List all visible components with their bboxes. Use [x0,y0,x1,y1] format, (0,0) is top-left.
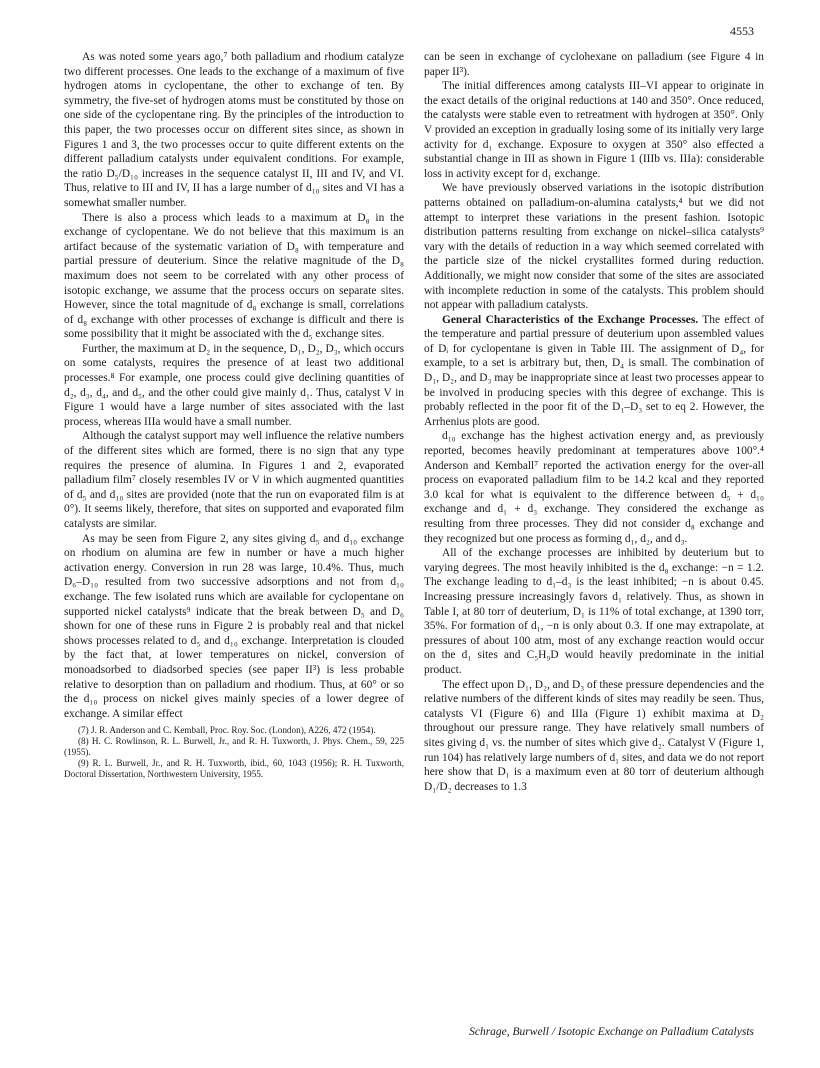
paragraph: We have previously observed variations in the isotopic distribution patterns obtained on palladium-on-alumina catalysts,⁴ but we did not attempt to interpret these variations in the present fashion. Isotopic distribution patterns resulting from exchange on nickel–silica catalysts⁹ vary with the details of reduction in a way which seemed correlated with the particle size of the nickel crystallites formed during reduction. Additionally, we might now consider that some of the sites are associated with incomplete reduction in some of the catalysts. This problem should not appear with palladium catalysts. [424,182,764,312]
paragraph [424,313,764,430]
paragraph: As was noted some years ago,⁷ both palladium and rhodium catalyze two different processes. One leads to the exchange of a maximum of five hydrogen atoms in cyclopentane, the other to exchange of ten. By symmetry, the five-set of hydrogen atoms must be constituted by those on one side of the cyclopentane ring. By the principles of the introduction to this paper, the two processes occur on different sites since, as shown in Figures 1 and 3, the two processes occur to quite different extents on the different palladium catalysts under equivalent conditions. For example, the ratio D₅/D₁₀ increases in the sequence catalyst II, III and IV, and VI. Thus, relative to III and IV, II has a large number of d₁₀ sites and VI has a somewhat smaller number. [64,51,404,209]
paragraph: d₁₀ exchange has the highest activation energy and, as previously reported, becomes heavily predominant at temperatures above 100°.⁴ Anderson and Kemball⁷ reported the activation energy for the over-all process on evaporated palladium film to be 14.2 kcal and they reported 3.0 kcal for what is equivalent to the difference between d₅ + d₁₀ exchange and d₁ + d₃ exchange. They considered the exchange as resulting from three processes. They did not consider d₈ exchange and they recognized but one process as forming d₁, d₂, and d₃. [424,430,764,545]
paragraph: Further, the maximum at D₂ in the sequence, D₁, D₂, D₃, which occurs on some catalysts, requires the presence of at least two additional processes.⁸ For example, one process could give declining quantities of d₂, d₃, d₄, and d₅, and the other could give mainly d₁. Thus, catalyst V in Figure 1 would have a large number of sites associated with the last process, whereas IIIa would have a small number. [64,342,404,428]
footnote: (7) J. R. Anderson and C. Kemball, Proc. Roy. Soc. (London), A226, 472 (1954). [78,725,376,736]
right-column [424,50,764,794]
paragraph: As may be seen from Figure 2, any sites giving d₅ and d₁₀ exchange on rhodium on alumina are few in number or have a much higher activation energy. Conversion in run 28 was large, 10.4%. Thus, much D₆–D₁₀ resulted from two successive adsorptions and not from d₁₀ exchange. The few isolated runs which are available for cyclopentane on supported nickel catalysts⁹ indicate that the break between D₅ and D₆ shown for one of these runs in Figure 2 is probably real and that nickel shows processes related to d₅ and d₁₀ exchange. Interpretation is clouded by the fact that, at lower temperatures on nickel, conversion of monoadsorbed to diadsorbed species (see paper II³) is less probable relative to desorption than on palladium and rhodium. Thus, at 60° or so the d₁₀ process on nickel gives mainly species of a lower degree of exchange. A similar effect [64,532,404,720]
paragraph: Although the catalyst support may well influence the relative numbers of the different sites which are formed, there is no sign that any type requires the presence of alumina. In Figures 1 and 2, evaporated palladium film⁷ closely resembles IV or V in which augmented quantities of d₅ and d₁₀ sites are provided (note that the run on evaporated film is at 0°). It seems likely, therefore, that sites on supported and evaporated film catalysts are similar. [64,430,404,530]
footnote: (8) H. C. Rowlinson, R. L. Burwell, Jr., and R. H. Tuxworth, J. Phys. Chem., 59, 225 (1955). [64,736,404,758]
running-footer: Schrage, Burwell / Isotopic Exchange on Palladium Catalysts [469,1026,754,1038]
section-heading: General Characteristics of the Exchange Processes. [442,313,699,326]
paragraph-body: The effect of the temperature and partial pressure of deuterium upon assembled values of Dᵢ for cyclopentane is given in Table III. The assignment of D₄, for example, to a set is arbitrary but, then, D₄ is small. The combination of D₁, D₂, and D₃ may be inappropriate since at least two processes appear to be involved in producing species with this degree of exchange. This is probably reflected in the poor fit of the D₁–D₃ set to eq 2. However, the Arrhenius plots are good. [424,313,764,428]
paragraph: All of the exchange processes are inhibited by deuterium but to varying degrees. The most heavily inhibited is the d₈ exchange: −n = 1.2. The exchange leading to d₁–d₃ is the least inhibited; −n is about 0.45. Increasing pressure increasingly favors d₁ relatively. Thus, as shown in Table I, at 80 torr of deuterium, D₁ is 11% of total exchange, at 1390 torr, 35%. For formation of d₁, −n is only about 0.3. If one may extrapolate, at pressures of about 100 atm, most of any exchange reaction would occur on the d₁ sites and C₅H₉D would heavily predominate in the initial product. [424,547,764,676]
footnotes [64,725,404,780]
paragraph: The effect upon D₁, D₂, and D₃ of these pressure dependencies and the relative numbers of the different kinds of sites may readily be seen. Thus, catalysts VI (Figure 6) and IIIa (Figure 1) exhibit maxima at D₂ throughout our pressure range. They have relatively small numbers of sites giving d₁ vs. the number of sites which give d₂. Catalyst V (Figure 1, run 104) has relatively large numbers of d₁ sites, and data we do not report here show that D₁ is a maximum even at 80 torr of deuterium although D₁/D₂ decreases to 1.3 [424,678,765,793]
paragraph: There is also a process which leads to a maximum at D₈ in the exchange of cyclopentane. We do not believe that this maximum is an artifact because of the systematic variation of D₈ with temperature and partial pressure of deuterium. Since the relative magnitude of the D₈ maximum does not seem to be correlated with any other process of isotopic exchange, we assume that the process occurs on separate sites. However, since the total magnitude of d₈ exchange is small, correlations of d₈ exchange with other processes of exchange is difficult and there is some possibility that it might be associated with the d₅ exchange sites. [64,211,404,341]
page-number: 4553 [730,24,754,38]
paragraph: can be seen in exchange of cyclohexane on palladium (see Figure 4 in paper II³). [424,51,764,78]
paragraph: The initial differences among catalysts III–VI appear to originate in the exact details of the original reductions at 140 and 350°. Once reduced, the catalysts were stable even to retreatment with hydrogen at 350°. Only V provided an exception in gradually losing some of its initially very large activity for d₁ exchange. Exposure to oxygen at 350° also effected a substantial change in III as shown in Figure 1 (IIIb vs. IIIa): considerable loss in activity except for d₁ exchange. [424,80,764,180]
footnote: (9) R. L. Burwell, Jr., and R. H. Tuxworth, ibid., 60, 1043 (1956); R. H. Tuxworth, Doctoral Dissertation, Northwestern University, 1955. [64,758,404,780]
left-column [64,50,404,780]
